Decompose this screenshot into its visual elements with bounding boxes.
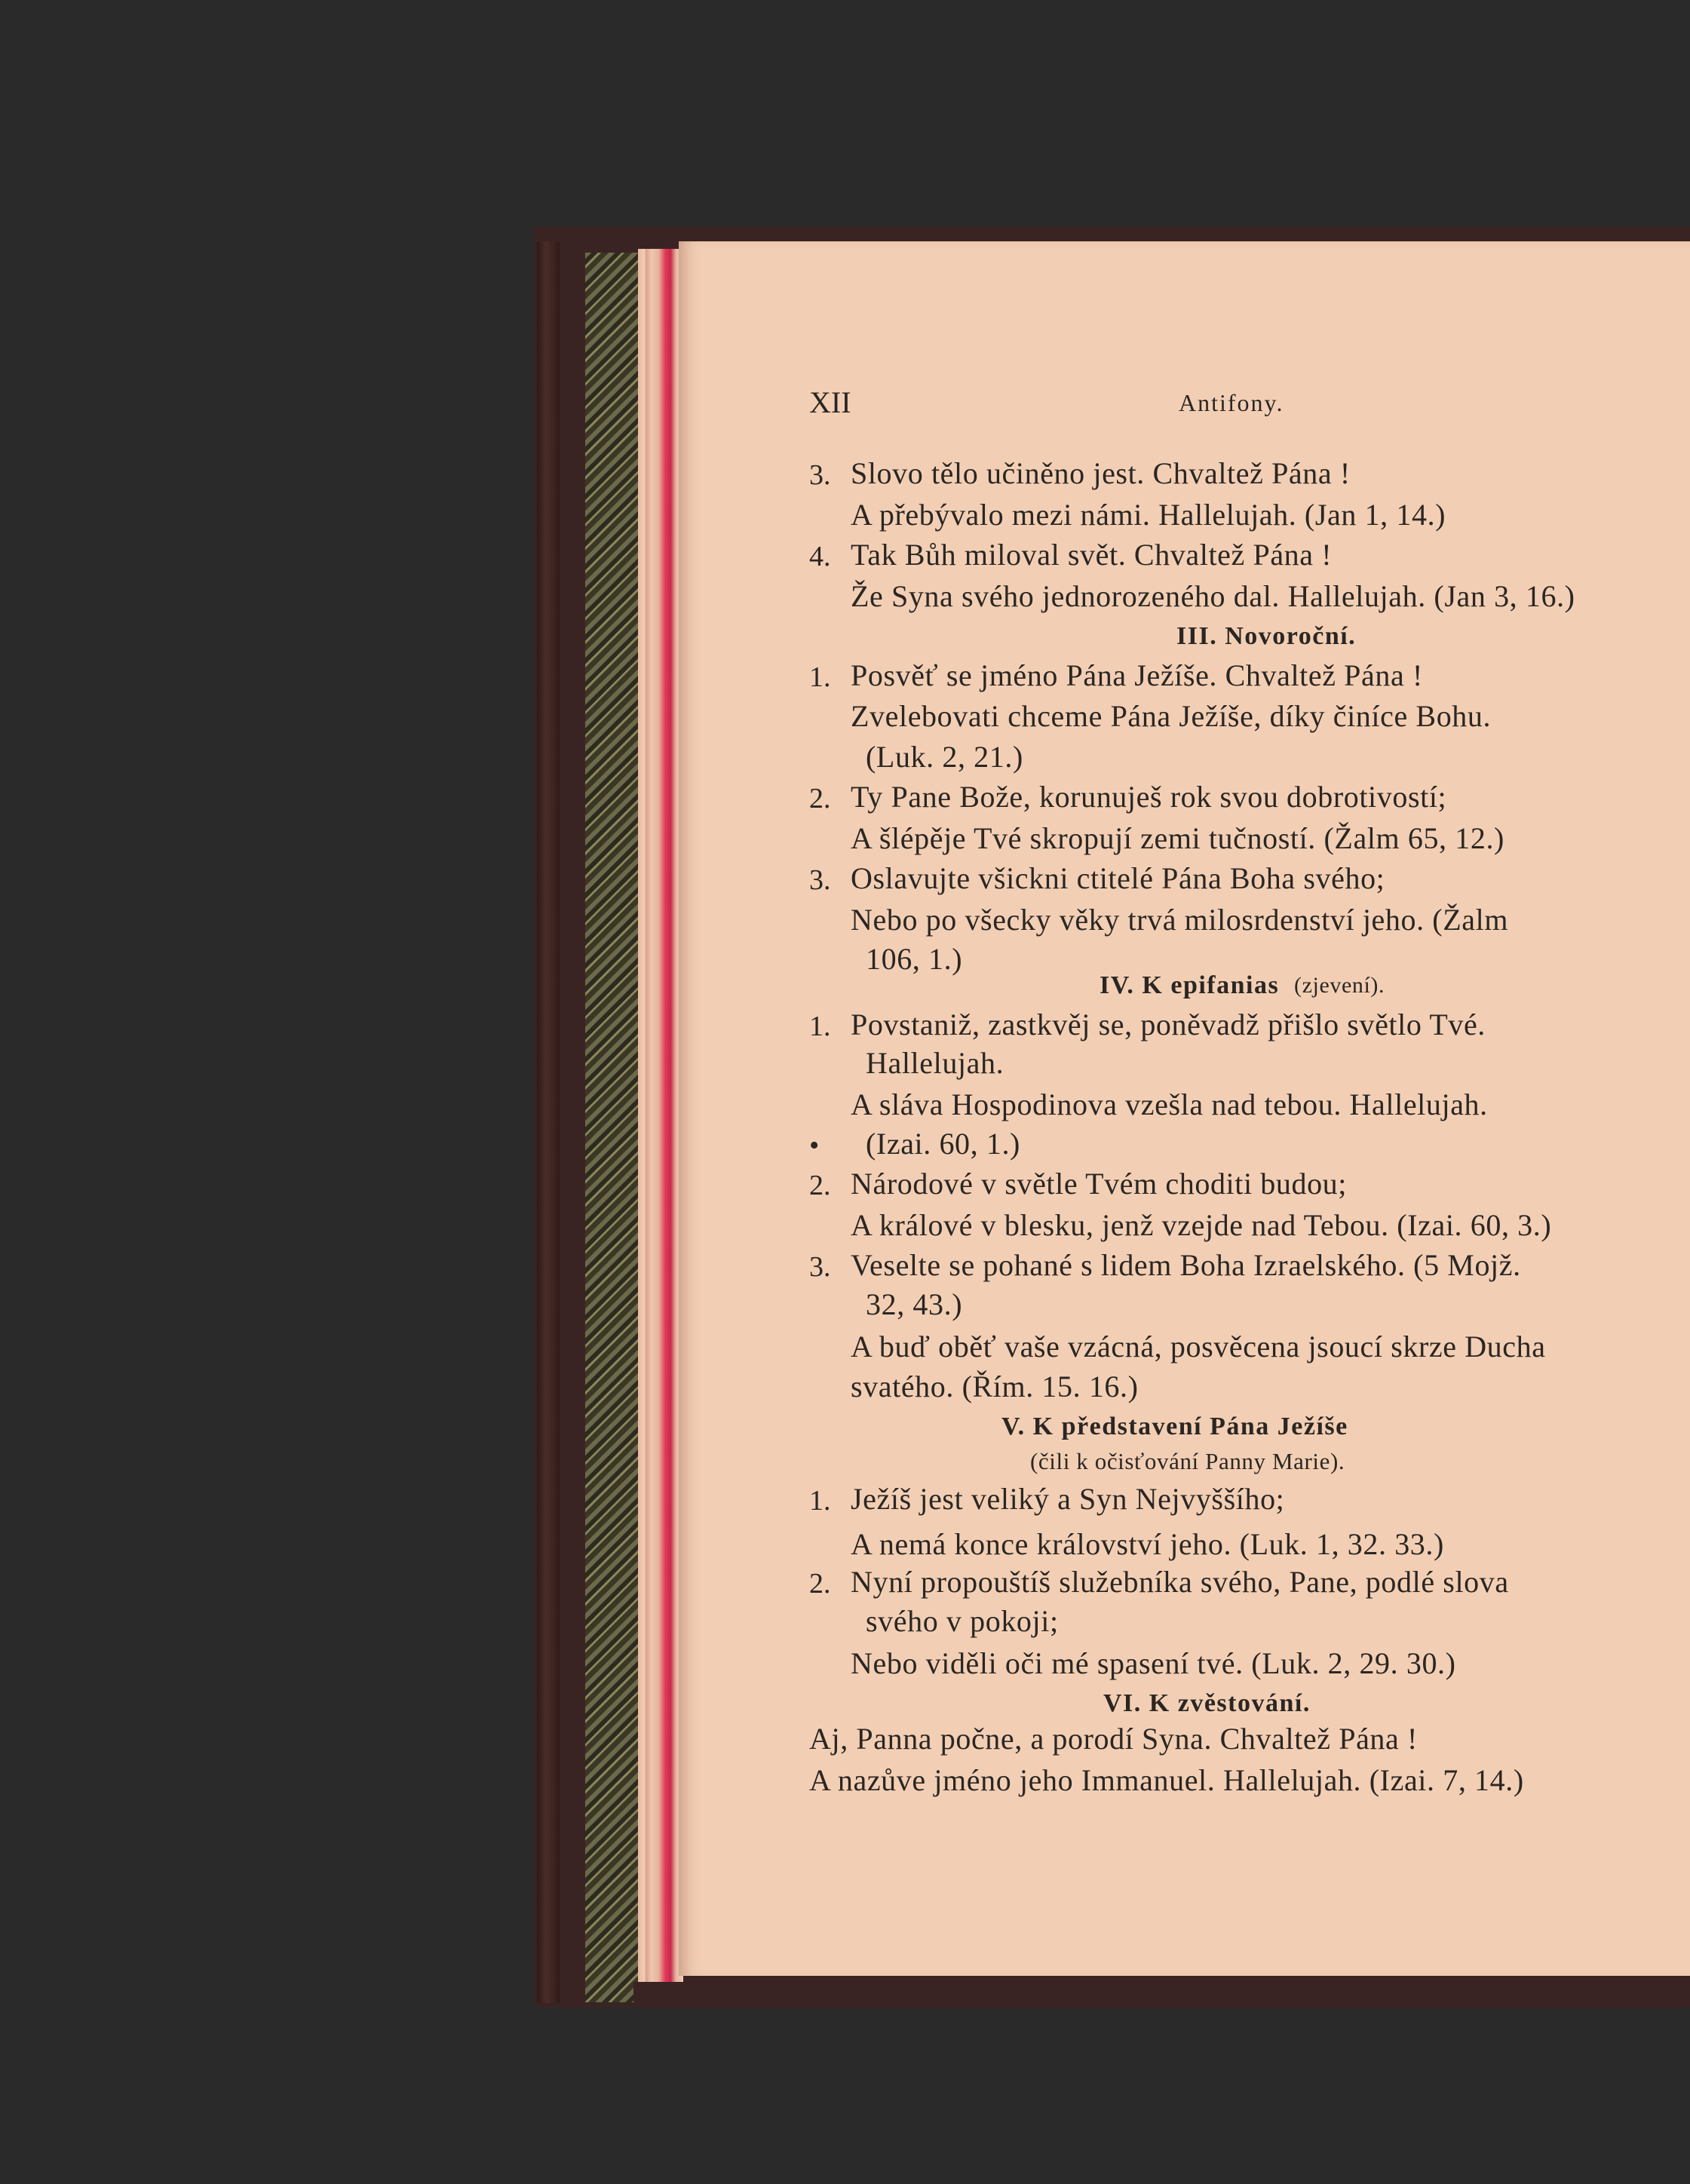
verse-number: 3. [809,864,831,896]
verse-line: svatého. (Řím. 15. 16.) [851,1370,1139,1403]
verse-line: Nebo viděli oči mé spasení tvé. (Luk. 2, 29. 30.) [851,1646,1456,1680]
verse-number: 3. [809,459,831,491]
section-heading: IV. K epifanias [1100,971,1280,999]
verse-line: Povstaniž, zastkvěj se, poněvadž přišlo světlo Tvé. [851,1008,1486,1041]
verse-line: (Izai. 60, 1.) [866,1127,1020,1161]
verse-line: 32, 43.) [866,1287,963,1321]
verse-line: svého v pokoji; [866,1604,1059,1638]
section-heading: VI. K zvěstování. [1103,1689,1311,1717]
verse-line: Nebo po všecky věky trvá milosrdenství jeho. (Žalm [851,903,1509,937]
verse-line: A přebývalo mezi námi. Hallelujah. (Jan 1, 14.) [851,498,1446,532]
verse-line: A králové v blesku, jenž vzejde nad Tebou. (Izai. 60, 3.) [851,1208,1552,1242]
verse-line: (Luk. 2, 21.) [866,740,1023,774]
verse-number: 3. [809,1251,831,1283]
verse-number: 4. [809,541,831,572]
verse-number: 2. [809,1568,831,1600]
verse-line: Aj, Panna počne, a porodí Syna. Chvaltež Pána ! [809,1722,1418,1756]
verse-line: 106, 1.) [866,942,963,976]
verse-number: 1. [809,1011,831,1042]
verse-line: A nemá konce království jeho. (Luk. 1, 32. 33.) [851,1527,1444,1561]
verse-line: A buď oběť vaše vzácná, posvěcena jsoucí skrze Ducha [851,1330,1546,1363]
marbled-endpaper [585,253,638,2002]
verse-line: Nyní propouštíš služebníka svého, Pane, podlé slova [851,1565,1509,1599]
verse-number: 1. [809,1485,831,1517]
verse-line: Slovo tělo učiněno jest. Chvaltež Pána ! [851,456,1351,490]
section-note: (čili k očisťování Panny Marie). [1030,1448,1345,1474]
cover-bottom-edge [633,1982,1690,2008]
page-edges [638,249,683,1983]
running-title: Antifony. [1179,389,1284,416]
section-heading: III. Novoroční. [1176,622,1357,650]
verse-line: Veselte se pohané s lidem Boha Izraelského. (5 Mojž. [851,1248,1521,1282]
verse-line: Hallelujah. [866,1046,1004,1080]
verse-line: Posvěť se jméno Pána Ježíše. Chvaltež Pána ! [851,658,1423,692]
verse-line: Že Syna svého jednorozeného dal. Hallelujah. (Jan 3, 16.) [851,579,1575,613]
verse-number: • [809,1130,820,1161]
verse-number: 2. [809,783,831,814]
verse-line: Ty Pane Bože, korunuješ rok svou dobrotivostí; [851,780,1447,814]
page-number: XII [809,385,851,419]
verse-line: A sláva Hospodinova vzešla nad tebou. Hallelujah. [851,1087,1488,1121]
verse-line: A šlépěje Tvé skropují zemi tučností. (Žalm 65, 12.) [851,821,1504,855]
verse-line: Ježíš jest veliký a Syn Nejvyššího; [851,1482,1285,1516]
verse-line: Tak Bůh miloval svět. Chvaltež Pána ! [851,538,1333,572]
verse-line: Zvelebovati chceme Pána Ježíše, díky činíce Bohu. [851,699,1492,733]
book-spine [537,241,560,2003]
verse-number: 2. [809,1170,831,1201]
verse-line: Oslavujte všickni ctitelé Pána Boha svého; [851,861,1385,895]
verse-line: Národové v světle Tvém choditi budou; [851,1167,1348,1201]
verse-number: 1. [809,661,831,693]
section-subtitle: (zjevení). [1294,973,1385,998]
section-heading: V. K představení Pána Ježíše [1001,1413,1348,1440]
verse-line: A nazůve jméno jeho Immanuel. Hallelujah. (Izai. 7, 14.) [809,1763,1524,1797]
